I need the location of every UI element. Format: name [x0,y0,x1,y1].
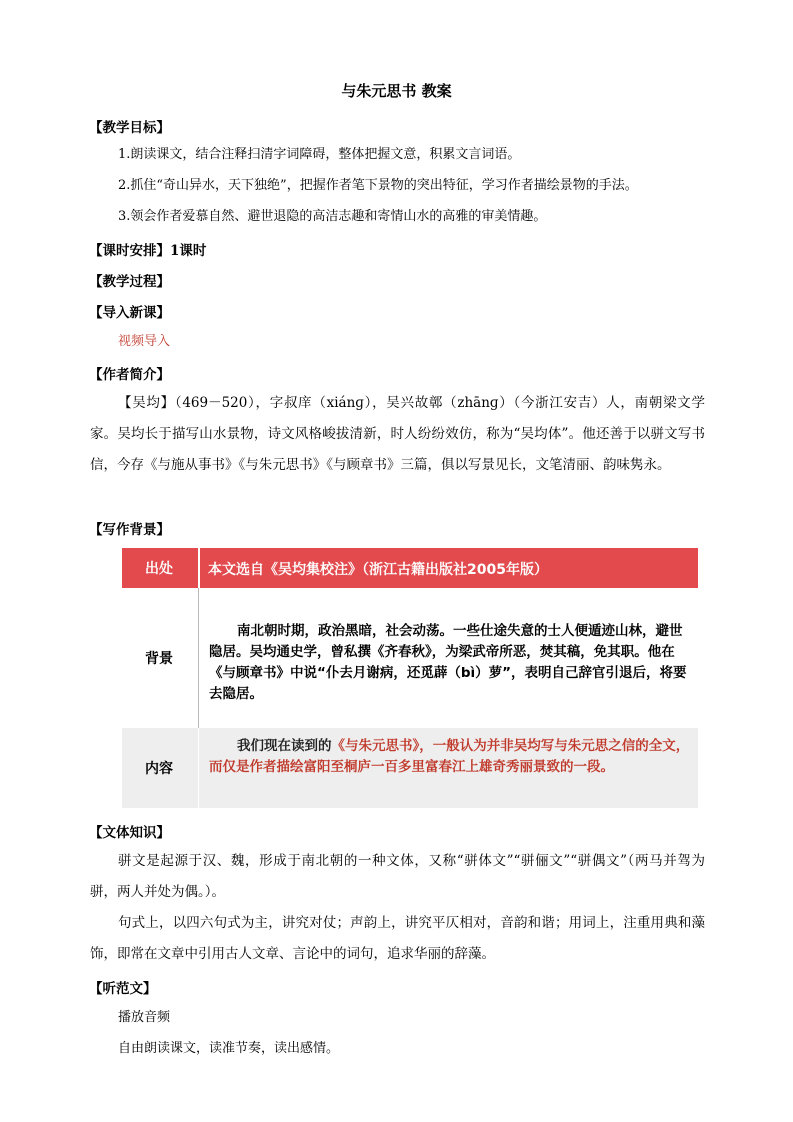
author-heading: 【作者简介】 [89,367,170,383]
table-row-background [122,588,698,728]
table-row-source [122,548,698,588]
schedule-heading [89,239,206,259]
schedule-label: 【课时安排】 [89,243,170,259]
listen-heading: 【听范文】 [89,981,157,997]
listen-item-2: 自由朗读课文，读准节奏，读出感情。 [118,1041,340,1056]
genre-heading: 【文体知识】 [89,825,170,841]
author-paragraph: 【吴均】（469－520），字叔庠（xiánɡ），吴兴故鄣（zhānɡ）（今浙江安吉）人，南朝梁文学家。吴均长于描写山水景物，诗文风格峻拔清新，时人纷纷效仿，称为“吴均体”。他还善于以骈文写书信，今存《与施从事书》《与朱元思书》《与顾章书》三篇，俱以写景见长，文笔清丽、韵味隽永。 [90,395,705,473]
content-text [198,728,698,808]
source-text: 本文选自《吴均集校注》（浙江古籍出版社2005年版） [198,548,698,588]
process-heading: 【教学过程】 [89,274,170,290]
objective-item-1: 1.朗读课文，结合注释扫清字词障碍，整体把握文意，积累文言词语。 [118,147,521,162]
background-label: 背景 [145,651,173,667]
objective-item-2: 2.抓住“奇山异水，天下独绝”，把握作者笔下景物的突出特征，学习作者描绘景物的手法。 [118,178,638,193]
content-lead: 我们现在读到的 [237,738,332,754]
intro-text: 视频导入 [118,334,171,349]
background-heading: 【写作背景】 [89,522,170,538]
schedule-value: 1课时 [170,243,207,259]
intro-heading: 【导入新课】 [89,305,170,321]
objectives-heading: 【教学目标】 [89,120,170,136]
background-table [122,548,698,808]
source-label: 出处 [122,548,196,588]
genre-paragraph-1: 骈文是起源于汉、魏，形成于南北朝的一种文体，又称“骈体文”“骈俪文”“骈偶文”（两马并驾为骈，两人并处为偶。）。 [90,853,705,900]
content-highlight: 《与朱元思书》，一般认为并非吴均写与朱元思之信的全文，而仅是作者描绘富阳至桐庐一百多里富春江上雄奇秀丽景致的一段。 [209,738,690,775]
content-label: 内容 [145,761,173,777]
table-row-content [122,728,698,808]
background-text: 南北朝时期，政治黑暗，社会动荡。一些仕途失意的士人便遁迹山林，避世隐居。吴均通史学，曾私撰《齐春秋》，为梁武帝所恶，焚其稿，免其职。他在《与顾章书》中说“仆去月谢病，还觅薜（bì）萝”，表明自己辞官引退后，将要去隐居。 [198,588,698,728]
page-title: 与朱元思书 教案 [341,82,452,100]
genre-paragraph-2: 句式上，以四六句式为主，讲究对仗；声韵上，讲究平仄相对，音韵和谐；用词上，注重用典和藻饰，即常在文章中引用古人文章、言论中的词句，追求华丽的辞藻。 [90,915,705,962]
objective-item-3: 3.领会作者爱慕自然、避世退隐的高洁志趣和寄情山水的高雅的审美情趣。 [118,209,547,224]
listen-item-1: 播放音频 [118,1010,171,1025]
